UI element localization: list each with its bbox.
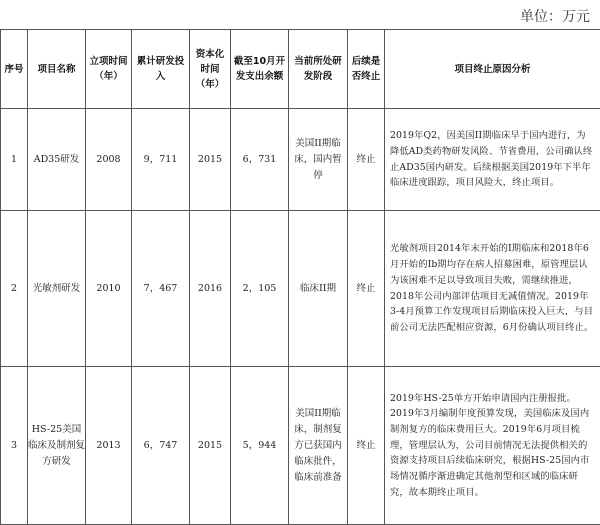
cell-reason: 光敏剂项目2014年末开始的I期临床和2018年6月开始的Ib期均存在病人招募困难，原管理层认为该困难不足以导致项目失败，需继续推进，2018年公司内部评估项目无减值情况。2019年3-4月预算工作发现项目后期临床投入巨大，与目前公司无法匹配相应资源，6月份确认项目终止。 — [385, 211, 600, 367]
project-termination-table — [0, 29, 600, 525]
cell-balance: 2，105 — [231, 211, 289, 367]
header-cell-year: 立项时间（年） — [86, 30, 132, 109]
header-cell-stage: 当前所处研发阶段 — [289, 30, 348, 109]
cell-cap-year: 2015 — [190, 109, 231, 211]
header-cell-terminate: 后续是否终止 — [348, 30, 385, 109]
cell-year: 2008 — [86, 109, 132, 211]
cell-investment: 7，467 — [132, 211, 190, 367]
cell-no: 2 — [1, 211, 28, 367]
cell-name: AD35研发 — [28, 109, 86, 211]
header-cell-reason: 项目终止原因分析 — [385, 30, 600, 109]
table-row — [1, 109, 600, 211]
cell-cap-year: 2015 — [190, 367, 231, 525]
cell-stage: 美国II期临床，国内暂停 — [289, 109, 348, 211]
cell-balance: 5，944 — [231, 367, 289, 525]
header-cell-cap-year: 资本化时间（年） — [190, 30, 231, 109]
cell-investment: 9，711 — [132, 109, 190, 211]
cell-stage: 美国II期临床，制剂复方已获国内临床批件，临床前准备 — [289, 367, 348, 525]
cell-no: 1 — [1, 109, 28, 211]
header-cell-name: 项目名称 — [28, 30, 86, 109]
cell-name: HS-25美国临床及制剂复方研发 — [28, 367, 86, 525]
table-row — [1, 211, 600, 367]
cell-year: 2010 — [86, 211, 132, 367]
cell-cap-year: 2016 — [190, 211, 231, 367]
header-cell-investment: 累计研发投入 — [132, 30, 190, 109]
cell-stage: 临床II期 — [289, 211, 348, 367]
table-row — [1, 367, 600, 525]
header-cell-no: 序号 — [1, 30, 28, 109]
cell-name: 光敏剂研发 — [28, 211, 86, 367]
cell-terminate: 终止 — [348, 211, 385, 367]
header-cell-balance: 截至10月开发支出余额 — [231, 30, 289, 109]
cell-year: 2013 — [86, 367, 132, 525]
unit-label: 单位：万元 — [520, 6, 590, 26]
cell-no: 3 — [1, 367, 28, 525]
cell-reason: 2019年HS-25单方开始申请国内注册报批。2019年3月编制年度预算发现，美国临床及国内制剂复方的临床费用巨大。2019年6月项目梳理，管理层认为，公司目前情况无法提供相关的资源支持项目后续临床研究，根据HS-25国内市场情况循序渐进确定其他剂型和区域的临床研究，故本期终止项目。 — [385, 367, 600, 525]
cell-terminate: 终止 — [348, 367, 385, 525]
cell-balance: 6，731 — [231, 109, 289, 211]
cell-terminate: 终止 — [348, 109, 385, 211]
table-header-row — [1, 30, 600, 109]
cell-reason: 2019年Q2，因美国II期临床早于国内进行，为降低AD类药物研发风险、节省费用，公司确认终止AD35国内研发。后续根据美国2019年下半年临床进度跟踪，项目风险大，终止项目。 — [385, 109, 600, 211]
cell-investment: 6，747 — [132, 367, 190, 525]
